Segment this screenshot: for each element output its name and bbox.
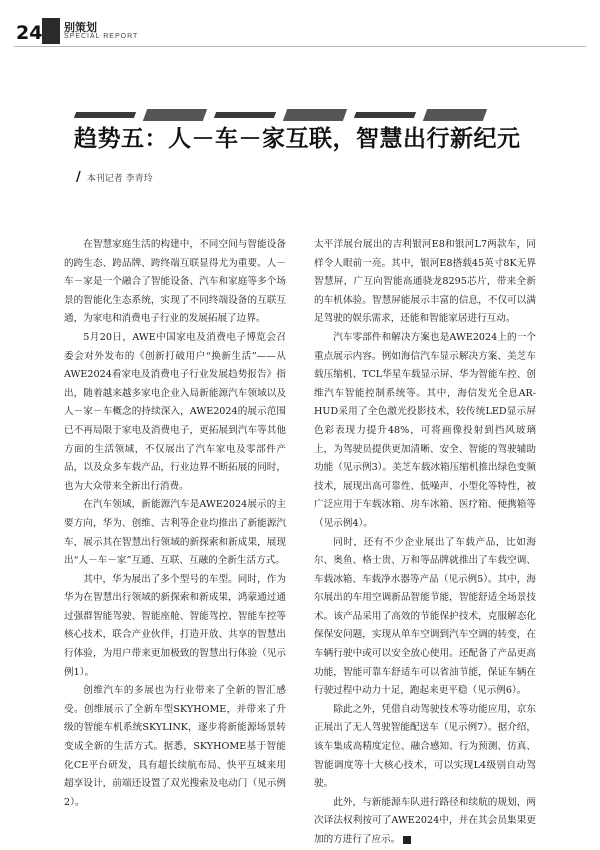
paragraph: 其中，华为展出了多个型号的车型。同时，作为华为在智慧出行领域的新探索和新成果，鸿蒙通过通过强群智能驾驶、智能座舱、智能驾控、智能车控等核心技术，联合产业伙伴，打造开放、共享的智慧出行体验，为用户带来更加极致的智慧出行体验（见示例1）。: [64, 573, 286, 678]
paragraph: 太平洋展台展出的吉利银河E8和银河L7两款车，同样令人眼前一亮。其中，银河E8搭载45英寸8K无界智慧屏，广互向智能高通骁龙8295芯片，带来全新的车机体验。智慧屏能展示丰富的信息，不仅可以满足驾驶的娱乐需求，还能和智能家居进行互动。: [314, 239, 536, 325]
byline-text: 本刊记者 李青玲: [86, 174, 153, 184]
paragraph-last: [314, 794, 536, 850]
paragraph: 创维汽车的多展也为行业带来了全新的智汇感受。创维展示了全新车型SKYHOME，并带来了升级的智能车机系统SKYLINK，逐步将新能源场景转变成全新的生活方式。据悉，SKYHOME基于智能化CE平台研发，具有超长续航布局、快平互城来用超享设计，前端还设置了双光搜索及电动门（见示例2）。: [64, 685, 286, 808]
byline: [76, 170, 153, 185]
paragraph: 除此之外，凭借自动驾驶技术等功能应用，京东正展出了无人驾驶智能配送车（见示例7）。据介绍，该车集成高精度定位、融合感知、行为预测、仿真、智能调度等十大核心技术，可以实现L4级别自动驾驶。: [314, 703, 536, 790]
article-title: 趋势五：人－车－家互联，智慧出行新纪元: [74, 126, 521, 152]
page-number: 24: [16, 22, 43, 44]
end-mark-icon: [403, 836, 411, 844]
paragraph: 在智慧家庭生活的构建中，不同空间与智能设备的跨生态、跨品牌、跨终端互联显得尤为重要。人－车－家是一个融合了智能设备、汽车和家庭等多个场景的智能化生态系统，实现了不同终端设备的互联互通，为家电和消费电子行业的发展拓展了边界。: [64, 239, 286, 325]
paragraph: 汽车零部件和解决方案也是AWE2024上的一个重点展示内容。例如海信汽车显示解决方案、美芝车载压缩机、TCL华星车载显示屏、华为智能车控、创维汽车智能控制系统等。其中，海信发光全息AR-HUD采用了全色激光投影技术，较传统LED显示屏色彩表现力提升48%，可将画像投射到挡风玻璃上，为驾驶员提供更加清晰、安全、智能的驾驶辅助功能（见示例3）。美芝车载冰箱压缩机推出绿色变频技术，展现出高可靠性、低噪声、小型化等特性，被广泛应用于车载冰箱、房车冰箱、医疗箱、便携箱等（见示例4）。: [314, 331, 536, 529]
paragraph-text: 此外，与新能源车队进行路径和续航的规划，两次译法权利按可了AWE2024中，并在其会员集果更加的方进行了应示。: [314, 796, 536, 845]
section-logo-icon: [42, 18, 60, 44]
section-subtitle: SPECIAL REPORT: [64, 33, 139, 40]
paragraph: 在汽车领域，新能源汽车是AWE2024展示的主要方向，华为、创维、吉利等企业均推出了新能源汽车，展示其在智慧出行领域的新探索和新成果，展现出“人－车－家”互通、互联、互融的全新生活方式。: [64, 499, 286, 567]
column-left: [64, 236, 286, 808]
header-divider: [14, 46, 586, 47]
paragraph: 同时，还有不少企业展出了车载产品，比如海尔、奥鱼、格士贵、万和等品牌就推出了车载空调、车载冰箱、车载净水器等产品（见示例5）。其中，海尔展出的车用空调新品智能节能，智能舒适全场景技术。该产品采用了高效的节能保护技术，克服解态化保保安问题，实现从单车空调到汽车空调的转变，在车辆行驶中或可以安全放心使用。还配备了产品更高功能，智能可靠车舒适车可以省油节能，保证车辆在行驶过程中动力十足，跑起来更平稳（见示例6）。: [314, 536, 536, 697]
section-title: 别策划: [64, 21, 97, 34]
paragraph: 5月20日，AWE中国家电及消费电子博览会召委会对外发布的《创新打破用户“换新生活”——从AWE2024看家电及消费电子行业发展趋势报告》指出，随着越来越多家电企业入局新能源汽车领域以及人－家－车概念的持续深入，AWE2024的展示范围已不再局限于家电及消费电子，更拓展到汽车等其他方面的生活领域，不仅展出了汽车家电及零部件产品，以及众多车载产品，行业边界不断拓展的同时，也为大众带来全新出行消费。: [64, 331, 286, 492]
column-right: [314, 236, 536, 850]
byline-slash-icon: /: [76, 170, 81, 185]
